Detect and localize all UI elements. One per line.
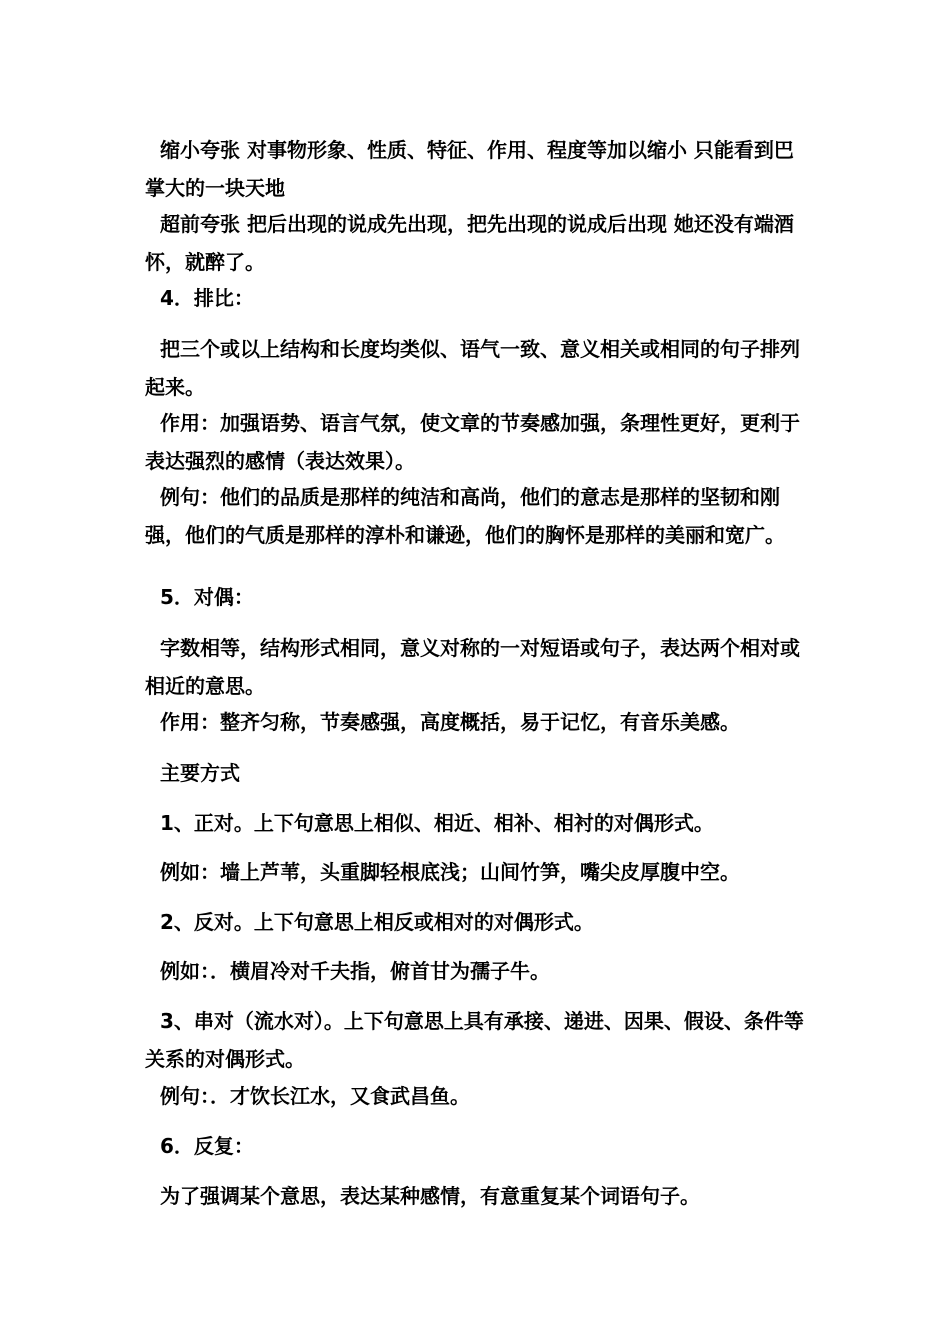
heading-main-methods: 主要方式 xyxy=(160,761,240,785)
paragraph-method-2-example: 例如：．横眉冷对千夫指，俯首甘为孺子牛。 xyxy=(160,959,550,983)
heading-parallelism: 4．排比： xyxy=(160,286,254,310)
heading-antithesis: 5．对偶： xyxy=(160,585,254,609)
paragraph-repetition-definition: 为了强调某个意思，表达某种感情，有意重复某个词语句子。 xyxy=(160,1184,700,1208)
heading-repetition: 6．反复： xyxy=(160,1134,254,1158)
paragraph-method-1-example: 例如：墙上芦苇，头重脚轻根底浅；山间竹笋，嘴尖皮厚腹中空。 xyxy=(160,860,740,884)
paragraph-parallelism-definition: 把三个或以上结构和长度均类似、语气一致、意义相关或相同的句子排列起来。 xyxy=(145,337,800,399)
paragraph-method-3-example: 例句：．才饮长江水，又食武昌鱼。 xyxy=(160,1084,470,1108)
paragraph-antithesis-definition: 字数相等，结构形式相同，意义对称的一对短语或句子，表达两个相对或相近的意思。 xyxy=(145,636,800,698)
paragraph-parallelism-example: 例句：他们的品质是那样的纯洁和高尚，他们的意志是那样的坚韧和刚强，他们的气质是那样的淳朴和谦逊，他们的胸怀是那样的美丽和宽广。 xyxy=(145,485,785,547)
paragraph-method-3: 3、串对（流水对）。上下句意思上具有承接、递进、因果、假设、条件等关系的对偶形式。 xyxy=(145,1009,804,1071)
paragraph-advance-exaggeration: 超前夸张 把后出现的说成先出现，把先出现的说成后出现 她还没有端酒怀，就醉了。 xyxy=(145,212,794,274)
paragraph-shrink-exaggeration: 缩小夸张 对事物形象、性质、特征、作用、程度等加以缩小 只能看到巴掌大的一块天地 xyxy=(145,138,794,200)
paragraph-antithesis-function: 作用：整齐匀称，节奏感强，高度概括，易于记忆，有音乐美感。 xyxy=(160,710,740,734)
paragraph-method-2: 2、反对。上下句意思上相反或相对的对偶形式。 xyxy=(160,910,594,934)
paragraph-method-1: 1、正对。上下句意思上相似、相近、相补、相衬的对偶形式。 xyxy=(160,811,714,835)
paragraph-parallelism-function: 作用：加强语势、语言气氛，使文章的节奏感加强，条理性更好，更利于表达强烈的感情（表达效果）。 xyxy=(145,411,800,473)
